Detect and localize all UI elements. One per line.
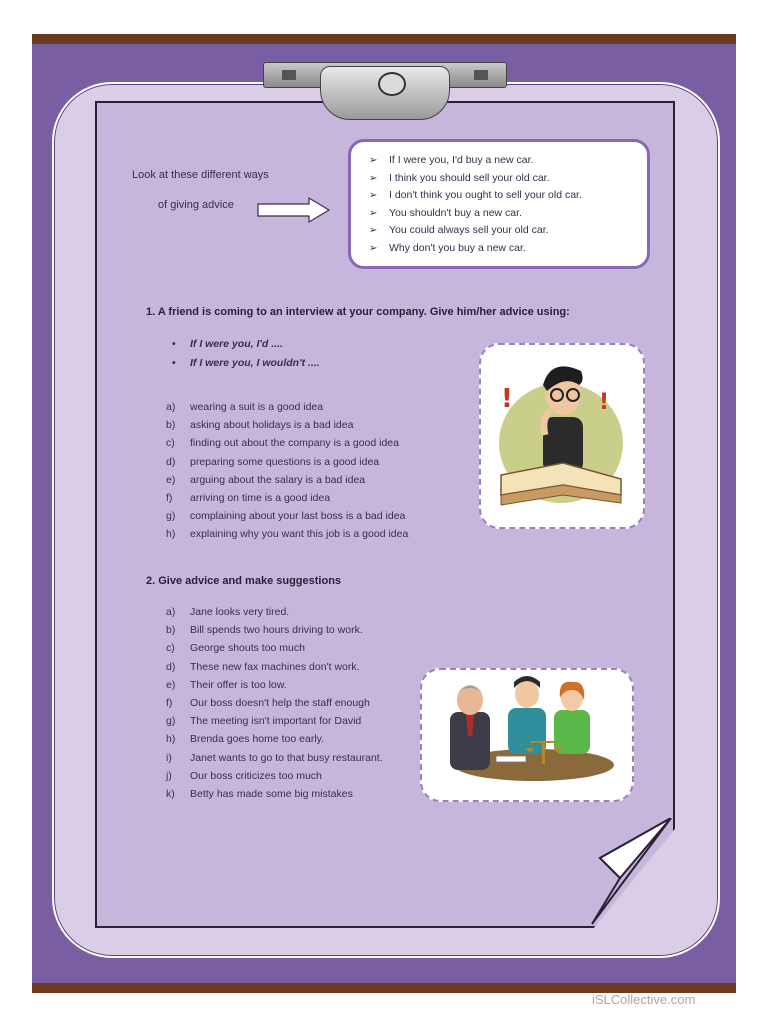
item-text: preparing some questions is a good idea (190, 455, 380, 468)
item-letter: f) (166, 697, 173, 710)
item-text: asking about holidays is a bad idea (190, 419, 354, 432)
item-text: The meeting isn't important for David (190, 715, 362, 728)
item-text: Bill spends two hours driving to work. (190, 624, 363, 637)
list-item (166, 712, 383, 730)
list-item (166, 621, 383, 639)
item-letter: j) (166, 769, 172, 782)
advice-examples-list (369, 152, 647, 257)
bullet-dot-icon: • (172, 357, 176, 369)
prompt-item (172, 335, 320, 354)
advice-example-text: You could always sell your old car. (389, 224, 549, 236)
item-letter: f) (166, 492, 173, 505)
item-letter: h) (166, 733, 176, 746)
item-text: wearing a suit is a good idea (190, 401, 324, 413)
exercise-2-list (166, 603, 383, 803)
item-letter: h) (166, 528, 176, 541)
list-item (166, 749, 383, 767)
svg-text:!: ! (501, 384, 513, 414)
item-letter: g) (166, 510, 176, 523)
clip-ring-icon (378, 72, 406, 96)
advice-example-item (369, 187, 647, 205)
list-item (166, 785, 383, 803)
exercise-2-heading: 2. Give advice and make suggestions (146, 575, 342, 587)
list-item (166, 507, 408, 525)
watermark: iSLCollective.com (592, 992, 696, 1007)
arrow-bullet-icon: ➢ (369, 225, 378, 236)
prompt-list (172, 335, 320, 373)
item-text: arriving on time is a good idea (190, 492, 331, 505)
list-item (166, 639, 383, 657)
advice-example-item (369, 170, 647, 188)
list-item (166, 489, 408, 507)
right-arrow-icon (257, 196, 331, 224)
item-letter: i) (166, 751, 172, 764)
prompt-text: If I were you, I wouldn't .... (190, 357, 320, 369)
item-letter: a) (166, 606, 176, 618)
meeting-illustration (420, 668, 634, 802)
list-item (166, 434, 408, 452)
list-item (166, 453, 408, 471)
advice-example-item (369, 152, 647, 170)
reading-man-illustration (479, 343, 645, 529)
top-frame-bar (32, 34, 736, 44)
clip-slot-left (282, 70, 296, 80)
advice-example-text: Why don't you buy a new car. (389, 241, 526, 254)
arrow-bullet-icon: ➢ (369, 172, 378, 184)
svg-text:!: ! (599, 390, 610, 415)
item-text: These new fax machines don't work. (190, 660, 360, 673)
list-item (166, 730, 383, 748)
advice-example-item (369, 240, 647, 258)
list-item (166, 694, 383, 712)
clip-slot-right (474, 70, 488, 80)
list-item (166, 658, 383, 676)
item-letter: d) (166, 455, 176, 468)
item-text: Brenda goes home too early. (190, 733, 325, 746)
thinking-man-icon (481, 345, 643, 527)
item-letter: e) (166, 678, 176, 691)
arrow-bullet-icon: ➢ (369, 155, 378, 166)
arrow-bullet-icon: ➢ (369, 207, 378, 219)
advice-example-text: I think you should sell your old car. (389, 171, 550, 184)
item-text: Their offer is too low. (190, 678, 287, 691)
item-text: Jane looks very tired. (190, 606, 290, 618)
list-item (166, 676, 383, 694)
business-meeting-icon (422, 670, 632, 800)
item-text: arguing about the salary is a bad idea (190, 473, 366, 486)
advice-examples-box (348, 139, 650, 269)
advice-example-item (369, 222, 647, 240)
list-item (166, 603, 383, 621)
exercise-1-heading: 1. A friend is coming to an interview at your company. Give him/her advice using: (146, 306, 570, 318)
item-letter: c) (166, 642, 175, 655)
list-item (166, 471, 408, 489)
item-text: Betty has made some big mistakes (190, 788, 353, 801)
page-curl (590, 818, 680, 926)
item-letter: k) (166, 788, 175, 801)
item-letter: a) (166, 401, 176, 413)
list-item (166, 398, 408, 416)
item-text: explaining why you want this job is a good idea (190, 528, 409, 541)
item-text: complaining about your last boss is a bad idea (190, 510, 406, 523)
exercise-1-list (166, 398, 408, 544)
item-letter: b) (166, 419, 176, 432)
list-item (166, 416, 408, 434)
item-text: Our boss criticizes too much (190, 769, 322, 782)
advice-example-text: I don't think you ought to sell your old car. (389, 189, 582, 201)
advice-example-text: You shouldn't buy a new car. (389, 206, 522, 219)
item-text: George shouts too much (190, 642, 305, 655)
item-letter: g) (166, 715, 176, 728)
item-letter: d) (166, 660, 176, 673)
item-text: Our boss doesn't help the staff enough (190, 697, 370, 710)
item-text: finding out about the company is a good idea (190, 437, 399, 450)
item-letter: e) (166, 473, 176, 486)
advice-example-text: If I were you, I'd buy a new car. (389, 154, 534, 166)
prompt-item (172, 354, 320, 373)
item-letter: c) (166, 437, 175, 450)
advice-example-item (369, 205, 647, 223)
arrow-bullet-icon: ➢ (369, 242, 378, 254)
intro-line-2: of giving advice (158, 199, 234, 211)
item-letter: b) (166, 624, 176, 637)
arrow-bullet-icon: ➢ (369, 190, 378, 201)
prompt-text: If I were you, I'd .... (190, 338, 283, 350)
list-item (166, 767, 383, 785)
bullet-dot-icon: • (172, 338, 176, 350)
item-text: Janet wants to go to that busy restaurant. (190, 751, 383, 764)
list-item (166, 525, 408, 543)
intro-line-1: Look at these different ways (132, 169, 269, 181)
